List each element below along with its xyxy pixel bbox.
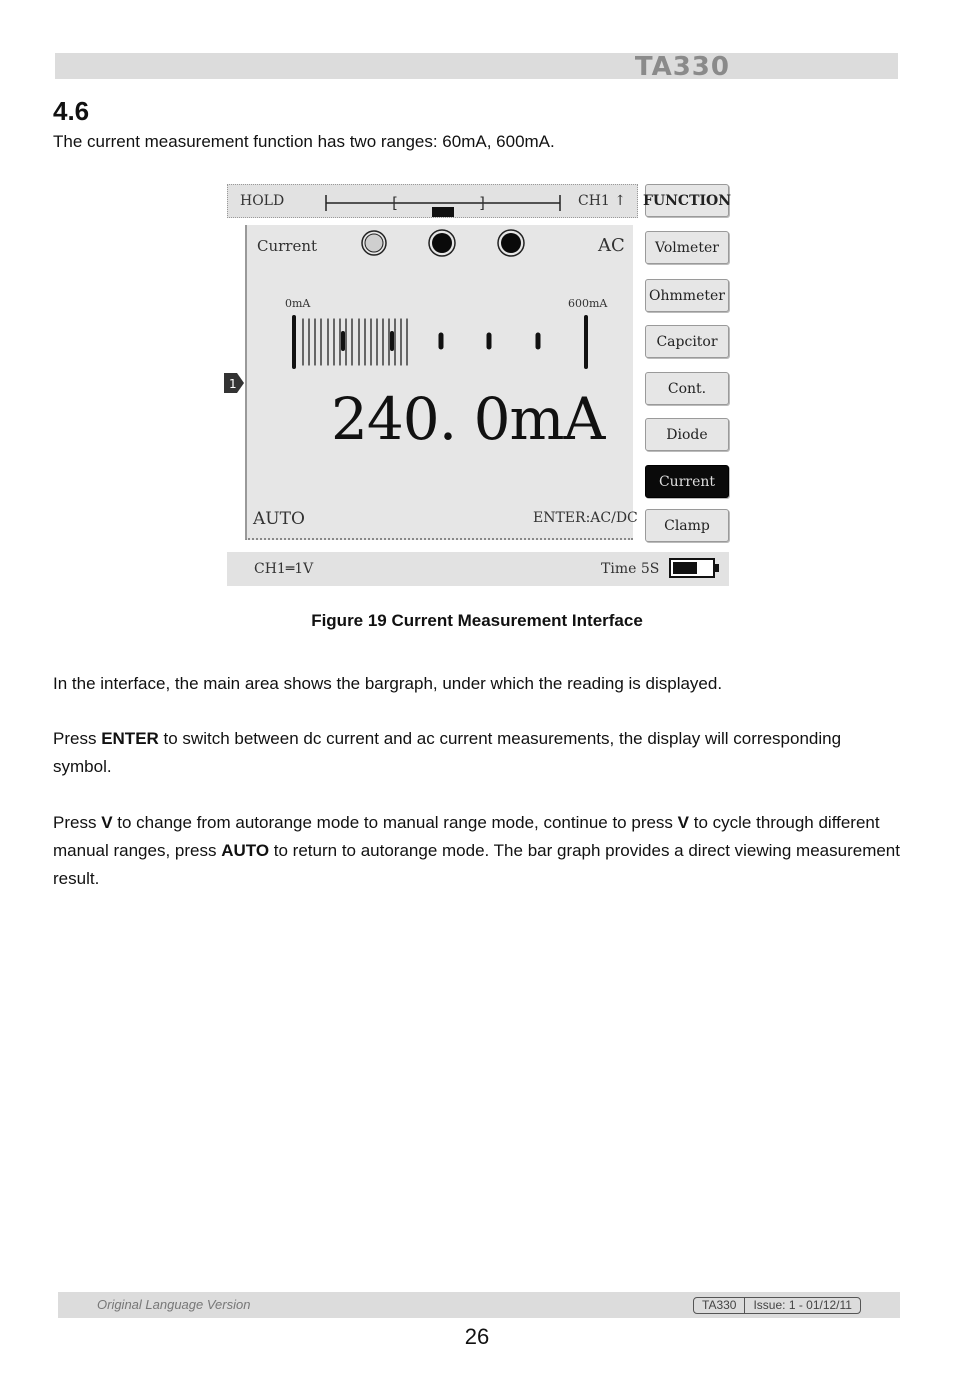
- header-bar: [55, 52, 898, 82]
- coupling-label: AC: [598, 235, 625, 256]
- hold-label[interactable]: HOLD: [240, 193, 285, 209]
- issue-box: [693, 1297, 861, 1314]
- bargraph: [247, 225, 633, 538]
- p3-text-c: to change from autorange mode to manual range mode, continue to press: [112, 813, 678, 832]
- range-bracket-right: ]: [478, 194, 488, 212]
- bottom-status-bar: [227, 552, 729, 586]
- footer-issue: Issue: 1 - 01/12/11: [744, 1298, 860, 1313]
- marker-1-icon: [224, 373, 244, 393]
- footer-model: TA330: [702, 1298, 737, 1312]
- indicator-filled-icon: [498, 230, 524, 256]
- p3-text-g: to return to autorange mode. The bar graph provides a direct viewing measurement result.: [53, 841, 900, 888]
- mode-label: Current: [257, 237, 318, 255]
- channel-label: CH1 ↑: [578, 193, 627, 209]
- channel-setting: CH1═1V: [254, 561, 314, 577]
- range-mode-label: AUTO: [253, 509, 305, 529]
- range-slider: [324, 187, 564, 217]
- indicator-filled-icon: [429, 230, 455, 256]
- p3-text-e: to cycle through different manual ranges, press: [53, 813, 880, 860]
- figure-caption: Figure 19 Current Measurement Interface: [311, 611, 643, 630]
- scale-max-label: 600mA: [568, 297, 608, 310]
- p3-key-auto: AUTO: [221, 841, 270, 860]
- marker-1-label: 1: [229, 377, 237, 391]
- indicator-empty-icon: [362, 231, 386, 255]
- function-button-clamp[interactable]: Clamp: [645, 509, 729, 542]
- device-figure: [222, 180, 734, 592]
- enter-hint: ENTER:AC/DC: [533, 510, 638, 526]
- paragraph-2: [53, 725, 903, 781]
- p2-text-c: to switch between dc current and ac current measurements, the display will corresponding symbol.: [53, 729, 842, 776]
- paragraph-3: [53, 809, 903, 893]
- page-number: 26: [464, 1324, 490, 1349]
- function-button-ohmmeter[interactable]: Ohmmeter: [645, 279, 729, 312]
- p2-text-a: Press: [53, 729, 102, 748]
- p3-key-v: V: [101, 813, 113, 832]
- range-bracket-left: [: [390, 194, 400, 212]
- function-button-function: FUNCTION: [645, 184, 729, 217]
- function-button-volmeter[interactable]: Volmeter: [645, 231, 729, 264]
- language-note: Original Language Version: [97, 1297, 251, 1312]
- function-button-diode[interactable]: Diode: [645, 418, 729, 451]
- function-button-capcitor[interactable]: Capcitor: [645, 325, 729, 358]
- status-bar: [227, 184, 638, 218]
- p2-key-enter: ENTER: [101, 729, 159, 748]
- battery-fill: [673, 562, 697, 574]
- reading-value: 240. 0mA: [331, 385, 605, 453]
- battery-icon: [669, 558, 715, 578]
- section-number: 4.6: [53, 96, 90, 126]
- scale-min-label: 0mA: [285, 297, 311, 310]
- bargraph-ticks: [294, 317, 586, 367]
- footer-bar: [58, 1292, 900, 1318]
- brand-title: TA330: [634, 52, 730, 82]
- time-label: Time 5S: [601, 561, 660, 577]
- battery-nub: [715, 564, 719, 572]
- function-button-cont[interactable]: Cont.: [645, 372, 729, 405]
- p3-text-a: Press: [53, 813, 102, 832]
- p3-key-v-2: V: [677, 813, 690, 832]
- display-screen: [245, 225, 638, 540]
- function-button-current[interactable]: Current: [645, 465, 729, 498]
- paragraph-1: In the interface, the main area shows the bargraph, under which the reading is displayed.: [53, 674, 723, 693]
- intro-text: The current measurement function has two ranges: 60mA, 600mA.: [53, 132, 555, 151]
